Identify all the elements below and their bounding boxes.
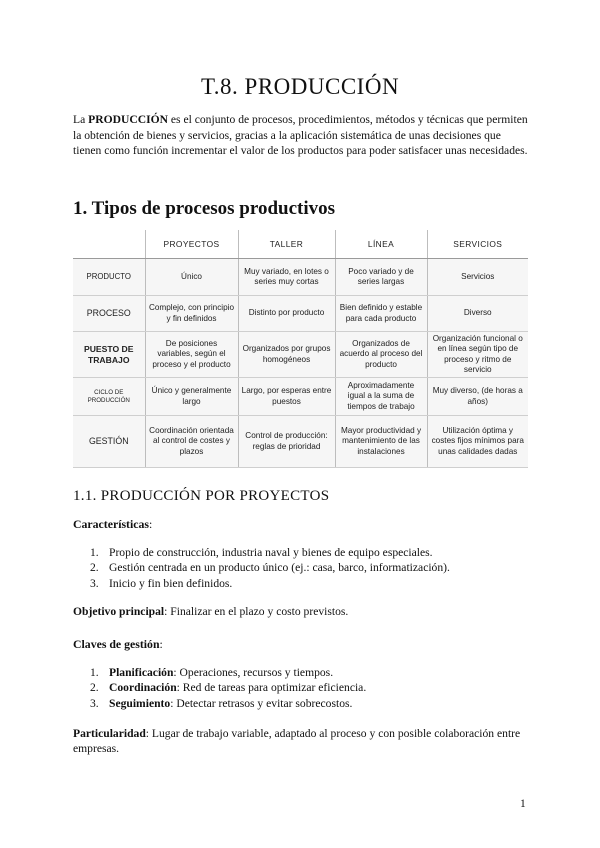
table-cell: Muy variado, en lotes o series muy cortas xyxy=(238,259,335,296)
intro-paragraph xyxy=(73,112,528,159)
list-item: 2. Coordinación: Red de tareas para optimizar eficiencia. xyxy=(90,681,367,695)
table-header-row xyxy=(73,230,528,259)
process-types-table xyxy=(73,230,528,467)
objetivo-paragraph xyxy=(73,604,528,619)
table-cell: Único xyxy=(145,259,238,296)
page-number: 1 xyxy=(520,798,526,810)
section-heading-tipos: 1. Tipos de procesos productivos xyxy=(73,198,336,219)
table-cell: Organización funcional o en línea según tipo de proceso y ritmo de servicio xyxy=(427,332,528,378)
table-cell: Mayor productividad y mantenimiento de las instalaciones xyxy=(335,416,427,468)
table-cell: Distinto por producto xyxy=(238,296,335,332)
table-cell: Largo, por esperas entre puestos xyxy=(238,378,335,416)
clave-text: : Red de tareas para optimizar eficiencia. xyxy=(176,681,367,695)
table-header-cell: SERVICIOS xyxy=(427,230,528,259)
list-item-text: Gestión centrada en un producto único (ej.: casa, barco, informatización). xyxy=(109,561,450,575)
intro-rest: es el conjunto de procesos, procedimientos, métodos y técnicas que permiten la obtención de bienes y servicios, gracias a la aplicación sistemática de unas decisiones que tienen como función incrementar el valor de los productos para poder satisfacer unas necesidades. xyxy=(73,113,528,157)
claves-list xyxy=(90,665,366,711)
table-cell: Coordinación orientada al control de costes y plazos xyxy=(145,416,238,468)
table-row xyxy=(73,378,528,416)
objetivo-text: : Finalizar en el plazo y costo previstos. xyxy=(164,605,349,618)
page-title: T.8. PRODUCCIÓN xyxy=(200,74,400,99)
intro-bold-term: PRODUCCIÓN xyxy=(88,113,169,126)
table-cell: Control de producción: reglas de prioridad xyxy=(238,416,335,468)
clave-text: : Detectar retrasos y evitar sobrecostos. xyxy=(170,696,353,710)
table-cell: Servicios xyxy=(427,259,528,296)
objetivo-label: Objetivo principal xyxy=(73,605,165,618)
clave-text: : Operaciones, recursos y tiempos. xyxy=(173,666,334,679)
particularidad-label: Particularidad xyxy=(73,727,146,740)
table-header-cell: TALLER xyxy=(238,230,335,259)
table-cell: Único y generalmente largo xyxy=(145,378,238,416)
claves-label-line: Claves de gestión: xyxy=(73,637,163,651)
table-header-cell: LÍNEA xyxy=(335,230,427,259)
list-item: 2. Gestión centrada en un producto único (ej.: casa, barco, informatización). xyxy=(90,561,450,575)
subsection-heading-proyectos: 1.1. PRODUCCIÓN POR PROYECTOS xyxy=(73,488,330,504)
caracteristicas-list xyxy=(90,545,450,591)
table-row xyxy=(73,332,528,378)
table-row xyxy=(73,296,528,332)
table-row-label: PUESTO DE TRABAJO xyxy=(73,332,145,378)
table-header-cell xyxy=(73,230,145,259)
table-row-label: PROCESO xyxy=(73,296,145,332)
caracteristicas-label: Características xyxy=(73,517,149,531)
table-cell: Poco variado y de series largas xyxy=(335,259,427,296)
table-cell: Organizados de acuerdo al proceso del producto xyxy=(335,332,427,378)
particularidad-text: : Lugar de trabajo variable, adaptado al proceso y con posible colaboración entre empresas. xyxy=(73,727,521,756)
clave-term: Planificación xyxy=(109,666,174,679)
table-header-cell: PROYECTOS xyxy=(145,230,238,259)
table-row xyxy=(73,259,528,296)
table-row-label: CICLO DE PRODUCCIÓN xyxy=(73,378,145,416)
table-cell: Aproximadamente igual a la suma de tiempos de trabajo xyxy=(335,378,427,416)
list-item: 1. Propio de construcción, industria naval y bienes de equipo especiales. xyxy=(90,546,433,559)
list-item-text: Propio de construcción, industria naval y bienes de equipo especiales. xyxy=(109,546,433,559)
table-cell: Organizados por grupos homogéneos xyxy=(238,332,335,378)
claves-label: Claves de gestión xyxy=(73,637,160,651)
table-row xyxy=(73,416,528,468)
clave-term: Coordinación xyxy=(109,681,177,695)
table-cell: Complejo, con principio y fin definidos xyxy=(145,296,238,332)
list-item: 1. Planificación: Operaciones, recursos y tiempos. xyxy=(90,666,334,679)
list-item: 3. Seguimiento: Detectar retrasos y evitar sobrecostos. xyxy=(90,696,353,710)
list-item-text: Inicio y fin bien definidos. xyxy=(109,576,233,590)
particularidad-paragraph xyxy=(73,726,528,757)
table-row-label: GESTIÓN xyxy=(73,416,145,468)
table-row-label: PRODUCTO xyxy=(73,259,145,296)
table-cell: Bien definido y estable para cada producto xyxy=(335,296,427,332)
list-item: 3. Inicio y fin bien definidos. xyxy=(90,576,233,590)
intro-lead: La xyxy=(73,113,89,126)
table-cell: De posiciones variables, según el proceso y el producto xyxy=(145,332,238,378)
table-cell: Muy diverso, (de horas a años) xyxy=(427,378,528,416)
clave-term: Seguimiento xyxy=(109,696,171,710)
table-cell: Diverso xyxy=(427,296,528,332)
table-cell: Utilización óptima y costes fijos mínimos para unas calidades dadas xyxy=(427,416,528,468)
caracteristicas-label-line: Características: xyxy=(73,517,153,531)
